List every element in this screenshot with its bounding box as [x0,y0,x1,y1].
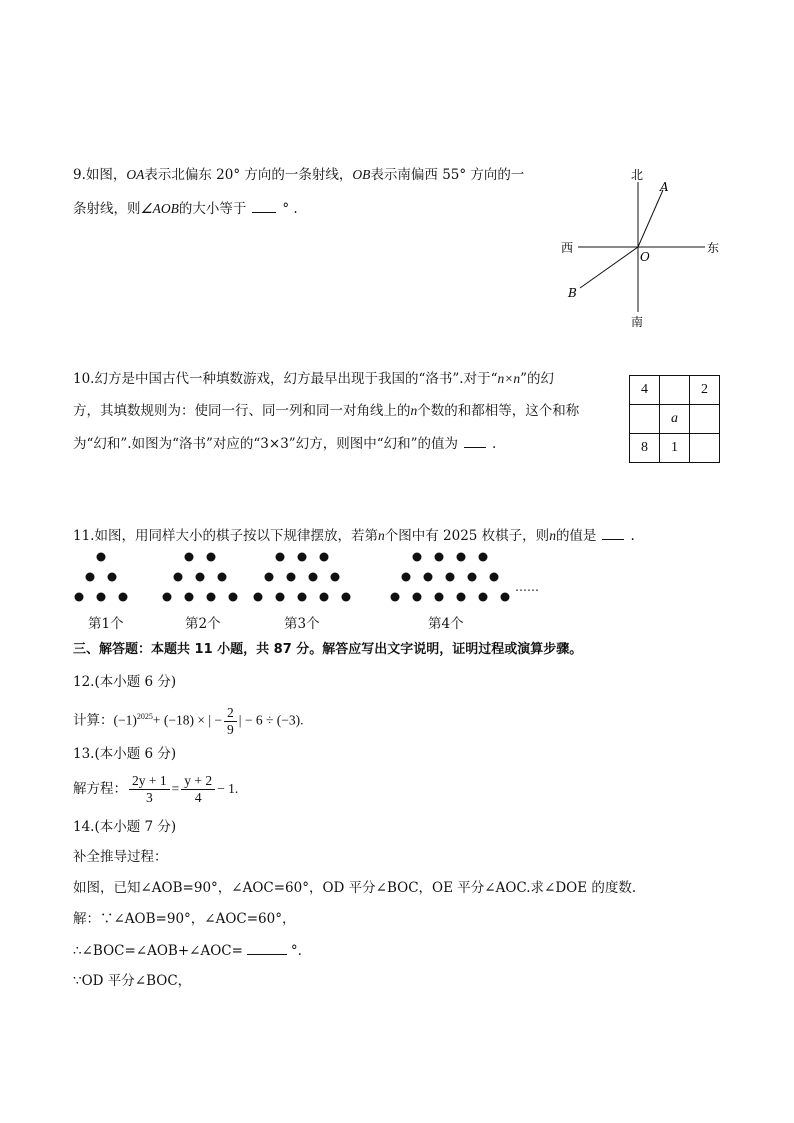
q9-text: 条射线，则 [73,201,141,217]
chess-piece [298,593,307,602]
compass-diagram [555,160,735,335]
figure-label-4: 第4个 [428,616,464,632]
fraction-denominator: 3 [145,790,153,805]
magic-cell [690,434,720,463]
south-label: 南 [631,315,644,329]
chess-piece [446,573,455,582]
chess-piece [97,593,106,602]
chess-piece [342,593,351,602]
chess-piece [218,573,227,582]
chess-piece [174,573,183,582]
q12-heading: 12.(本小题 6 分) [73,674,177,690]
west-label: 西 [561,241,574,255]
math-term: (−1) [113,712,137,728]
chess-piece [207,593,216,602]
chess-piece [97,553,106,562]
q12-expression [73,700,303,738]
q9-text: ° . [282,201,298,217]
section-heading: 三、解答题：本题共 11 小题，共 87 分。解答应写出文字说明，证明过程或演算步骤。 [73,642,583,657]
magic-cell [660,376,690,405]
chess-pattern-figures [60,545,560,615]
figure-label-3: 第3个 [284,616,320,632]
q11-line-1 [73,525,635,546]
fraction [181,773,215,806]
q11-text: 的值是 [555,528,597,544]
q12-label: 计算： [73,712,114,729]
q13-heading: 13.(本小题 6 分) [73,746,177,762]
fraction-numerator: 2y + 1 [129,773,170,790]
chess-piece [287,573,296,582]
math-exponent: 2025 [136,712,153,721]
q10-text: 个数的和都相等，这个和称 [417,403,580,419]
chess-piece [468,573,477,582]
fraction-denominator: 9 [227,721,234,737]
math-term: − 1. [217,781,239,796]
chess-piece [185,593,194,602]
q9-ob: OB [352,167,371,182]
q10-text: 方，其填数规则为：使同一行、同一列和同一对角线上的 [73,403,411,419]
q9-text: 表示北偏东 20° 方向的一条射线， [144,167,353,183]
math-term: + (−18) × | − [152,712,223,728]
chess-piece [424,573,433,582]
chess-piece [309,573,318,582]
ray-oa [638,190,663,247]
magic-cell: 4 [630,376,660,405]
chess-piece [163,593,172,602]
answer-blank[interactable] [252,198,276,213]
q9-angle: ∠AOB [140,201,179,216]
fraction-numerator: 2 [224,705,237,722]
q10-nn: n×n [497,371,521,386]
q14-line-4 [73,940,302,961]
chess-piece [435,553,444,562]
magic-cell: 2 [690,376,720,405]
q14-text: °. [290,943,302,959]
chess-piece [320,593,329,602]
math-term: | − 6 ÷ (−3). [238,712,304,728]
fraction-denominator: 4 [194,790,202,805]
chess-piece [331,573,340,582]
q10-n: n [410,403,418,418]
q10-line-3 [73,433,496,454]
chess-piece [119,593,128,602]
q9-line-2 [73,198,298,219]
chess-piece [265,573,274,582]
q14-line-5: ∵OD 平分∠BOC， [73,973,192,989]
chess-piece [402,573,411,582]
equals-sign: = [171,781,180,796]
q11-text: . [630,528,635,544]
chess-piece [391,593,400,602]
chess-piece [86,573,95,582]
point-b-label: B [568,286,577,300]
q9-line-1 [73,165,524,185]
q10-text: 10.幻方是中国古代一种填数游戏，幻方最早出现于我国的“洛书”.对于“ [73,371,498,387]
q11-text: 个图中有 2025 枚棋子，则 [384,528,550,544]
q14-line-2: 如图，已知∠AOB=90°，∠AOC=60°，OD 平分∠BOC，OE 平分∠AOC.求∠DOE 的度数. [73,880,637,896]
answer-blank[interactable] [602,525,624,540]
figure-label-2: 第2个 [185,616,221,632]
q14-heading: 14.(本小题 7 分) [73,819,177,835]
magic-cell: 8 [630,434,660,463]
chess-piece [185,553,194,562]
chess-piece [320,553,329,562]
chess-piece [490,573,499,582]
figure-label-1: 第1个 [88,616,124,632]
fraction [129,773,170,806]
answer-blank[interactable] [464,433,486,448]
q10-line-1 [73,369,554,389]
q9-number: 9. [73,167,86,183]
q11-n: n [549,528,556,543]
q9-text: 的大小等于 [178,201,247,217]
pattern-ellipsis: …… [515,580,539,594]
point-o-label: O [640,250,650,264]
chess-piece [298,553,307,562]
chess-piece [75,593,84,602]
north-label: 北 [631,168,644,182]
q13-label: 解方程： [73,781,127,797]
q14-line-1: 补全推导过程： [73,849,168,865]
chess-piece [435,593,444,602]
east-label: 东 [707,241,720,255]
q11-n: n [377,528,385,543]
point-a-label: A [660,180,669,194]
magic-cell [630,405,660,434]
q9-text: 如图， [85,167,127,183]
ray-ob [580,247,638,288]
q9-text: 表示南偏西 55° 方向的一 [370,167,525,183]
chess-piece [254,593,263,602]
chess-piece [229,593,238,602]
q10-line-2 [73,401,579,421]
q9-oa: OA [126,167,145,182]
chess-piece [276,553,285,562]
q10-text: . [492,436,497,452]
magic-square [629,375,720,463]
chess-piece [207,553,216,562]
q10-text: ”的幻 [520,371,554,387]
magic-cell: 1 [660,434,690,463]
chess-piece [479,553,488,562]
q14-text: ∴∠BOC=∠AOB+∠AOC= [73,943,243,959]
q11-text: 11.如图，用同样大小的棋子按以下规律摆放，若第 [73,528,378,544]
chess-piece [196,573,205,582]
q14-line-3: 解：∵∠AOB=90°，∠AOC=60°， [73,911,296,927]
chess-piece [479,593,488,602]
chess-piece [413,593,422,602]
chess-piece [457,553,466,562]
fraction-numerator: y + 2 [181,773,215,790]
chess-piece [501,593,510,602]
chess-piece [108,573,117,582]
q13-equation [73,772,238,806]
q10-text: 为“幻和”.如图为“洛书”对应的“3×3”幻方，则图中“幻和”的值为 [73,436,458,452]
magic-cell [690,405,720,434]
fraction [224,705,237,738]
magic-cell: a [660,405,690,434]
answer-blank[interactable] [247,940,287,955]
chess-piece [457,593,466,602]
chess-piece [413,553,422,562]
chess-piece [276,593,285,602]
